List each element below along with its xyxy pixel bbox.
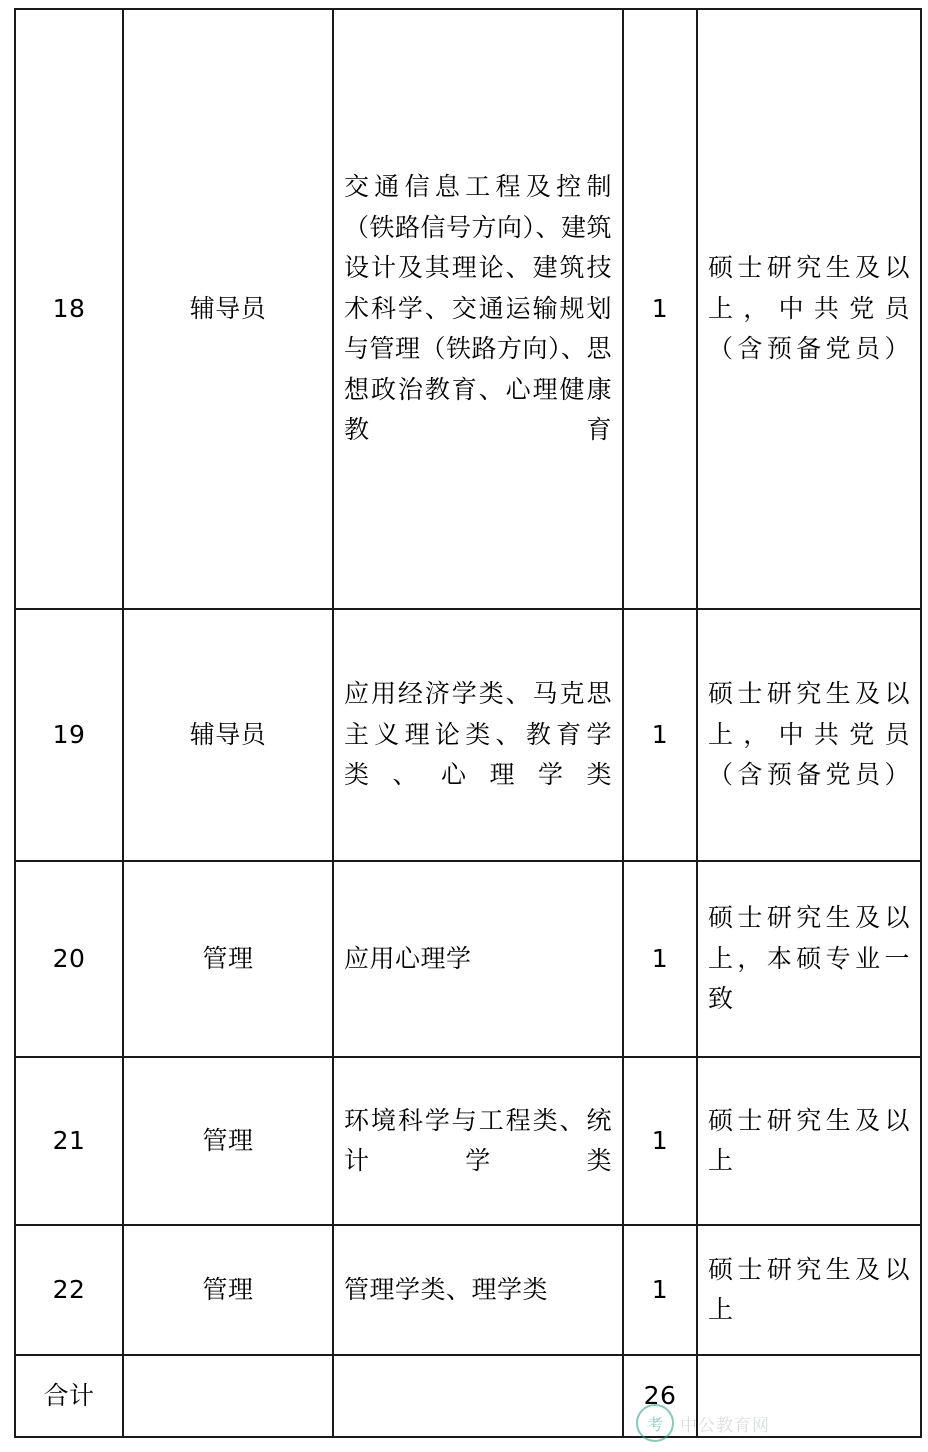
row-post: 辅导员: [123, 9, 333, 609]
row-requirement: 硕士研究生及以上: [697, 1225, 921, 1355]
row-post: 辅导员: [123, 609, 333, 861]
row-number: 22: [15, 1225, 123, 1355]
total-major: [333, 1355, 623, 1437]
table-row: [15, 1225, 921, 1355]
row-requirement: 硕士研究生及以上，中共党员（含预备党员）: [697, 9, 921, 609]
row-requirement: 硕士研究生及以上，中共党员（含预备党员）: [697, 609, 921, 861]
row-number: 18: [15, 9, 123, 609]
table-row: [15, 9, 921, 609]
table-row: [15, 609, 921, 861]
row-major: 应用心理学: [333, 861, 623, 1057]
row-major: 应用经济学类、马克思主义理论类、教育学类、心理学类: [333, 609, 623, 861]
table-total-row: [15, 1355, 921, 1437]
recruitment-table: [14, 8, 922, 1438]
seal-icon: 考: [636, 1404, 674, 1442]
row-count: 1: [623, 609, 697, 861]
total-requirement: [697, 1355, 921, 1437]
row-count: 1: [623, 1225, 697, 1355]
row-post: 管理: [123, 1057, 333, 1225]
row-number: 20: [15, 861, 123, 1057]
row-post: 管理: [123, 861, 333, 1057]
row-post: 管理: [123, 1225, 333, 1355]
row-count: 1: [623, 1057, 697, 1225]
table-row: [15, 1057, 921, 1225]
row-major: 环境科学与工程类、统计学类: [333, 1057, 623, 1225]
row-major: 交通信息工程及控制（铁路信号方向）、建筑设计及其理论、建筑技术科学、交通运输规划与管理（铁路方向）、思想政治教育、心理健康教育: [333, 9, 623, 609]
row-number: 19: [15, 609, 123, 861]
row-number: 21: [15, 1057, 123, 1225]
row-major: 管理学类、理学类: [333, 1225, 623, 1355]
row-requirement: 硕士研究生及以上: [697, 1057, 921, 1225]
row-requirement: 硕士研究生及以上，本硕专业一致: [697, 861, 921, 1057]
document-page: [0, 8, 928, 1452]
total-count: 26: [623, 1355, 697, 1437]
row-count: 1: [623, 861, 697, 1057]
table-row: [15, 861, 921, 1057]
watermark-text: 中公教育网: [680, 1415, 770, 1436]
total-label: 合计: [15, 1355, 123, 1437]
row-count: 1: [623, 9, 697, 609]
total-post: [123, 1355, 333, 1437]
